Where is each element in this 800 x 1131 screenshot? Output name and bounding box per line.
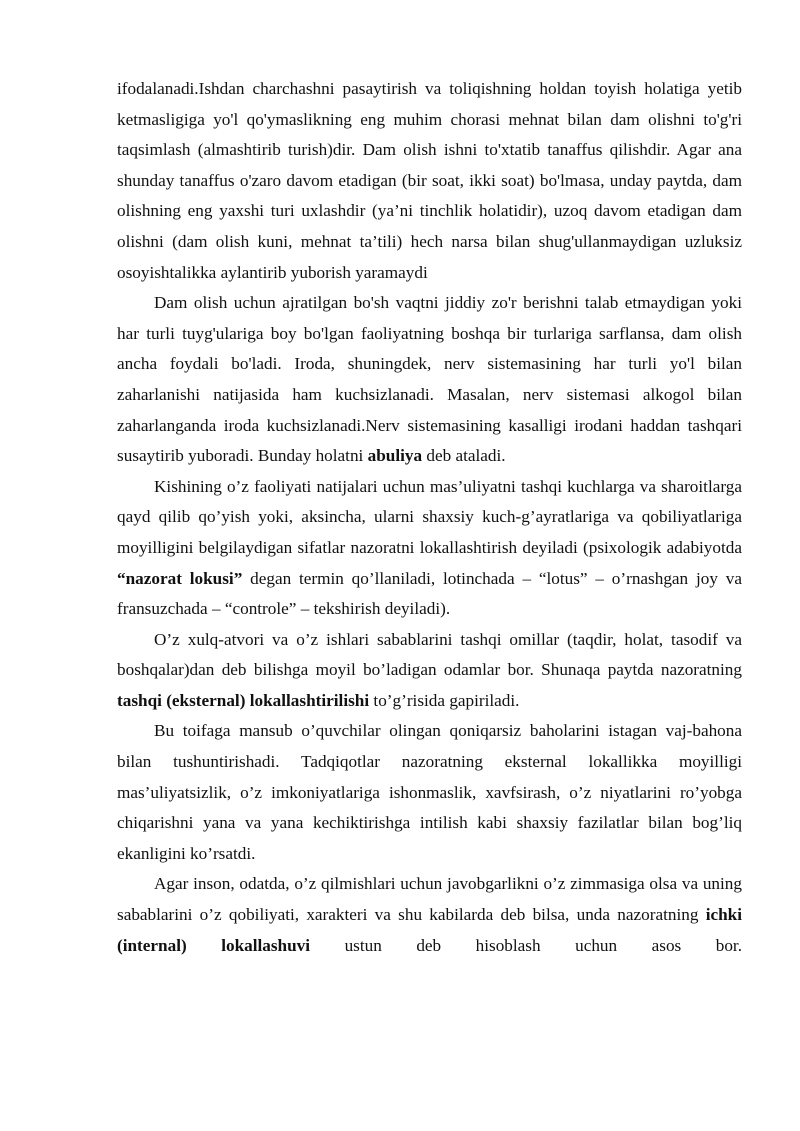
paragraph-6 [117, 869, 742, 961]
paragraph-text: degan termin qo’llaniladi, lotinchada – “lotus” – o’rnashgan joy va fransuzchada – “controle” – tekshirish deyiladi). [117, 568, 742, 619]
bold-term-nazorat-lokusi: “nazorat lokusi” [117, 568, 243, 588]
paragraph-5 [117, 716, 742, 869]
paragraph-text: ifodalanadi.Ishdan charchashni pasaytirish va toliqishning holdan toyish holatiga yetib ketmasligiga yo'l qo'ymaslikning eng muhim chorasi mehnat bilan dam olishni to'g'ri taqsimlash (almashtirib turish)dir. Dam olish ishni to'xtatib tanaffus qilishdir. Agar ana shunday tanaffus o'zaro davom etadigan (bir soat, ikki soat) bo'lmasa, unday paytda, dam olishning eng yaxshi turi uxlashdir (ya’ni tinchlik holatidir), uzoq davom etadigan dam olishni (dam olish kuni, mehnat ta’tili) hech narsa bilan shug'ullanmaydigan uzluksiz osoyishtalikka aylantirib yuborish yaramaydi [117, 79, 742, 282]
paragraph-3 [117, 472, 742, 625]
bold-term-abuliya: abuliya [367, 446, 423, 466]
paragraph-text: deb ataladi. [422, 446, 506, 466]
paragraph-text: ustun deb hisoblash uchun asos bor. [310, 935, 742, 955]
bold-term-tashqi-lokallashtirilishi: tashqi (eksternal) lokallashtirilishi [117, 690, 370, 710]
paragraph-text: O’z xulq-atvori va o’z ishlari sabablarini tashqi omillar (taqdir, holat, tasodif va boshqalar)dan deb bilishga moyil bo’ladigan odamlar bor. Shunaqa paytda nazoratning [117, 629, 742, 680]
document-page [117, 74, 742, 961]
bold-term-ichki-lokallashuvi: ichki (internal) lokallashuvi [117, 905, 742, 955]
paragraph-1 [117, 74, 742, 288]
paragraph-text: to’g’risida gapiriladi. [369, 690, 520, 710]
paragraph-text: Bu toifaga mansub o’quvchilar olingan qoniqarsiz baholarini istagan vaj-bahona bilan tushuntirishadi. Tadqiqotlar nazoratning eksternal lokallikka moyilligi mas’uliyatsizlik, o’z imkoniyatlariga ishonmaslik, xavfsirash, o’z niyatlarini ro’yobga chiqarishni yana va yana kechiktirishga intilish kabi shaxsiy fazilatlar bilan bog’liq ekanligini ko’rsatdi. [117, 721, 742, 863]
paragraph-4 [117, 625, 742, 717]
paragraph-text: Agar inson, odatda, o’z qilmishlari uchun javobgarlikni o’z zimmasiga olsa va uning sabablarini o’z qobiliyati, xarakteri va shu kabilarda deb bilsa, unda nazoratning [117, 874, 742, 925]
paragraph-text: Kishining o’z faoliyati natijalari uchun mas’uliyatni tashqi kuchlarga va sharoitlarga qayd qilib qo’yish yoki, aksincha, ularni shaxsiy kuch-g’ayratlariga va qobiliyatlariga moyilligini belgilaydigan sifatlar nazoratni lokallashtirish deyiladi (psixologik adabiyotda [117, 476, 742, 557]
paragraph-text: Dam olish uchun ajratilgan bo'sh vaqtni jiddiy zo'r berishni talab etmaydigan yoki har turli tuyg'ulariga boy bo'lgan faoliyatning boshqa bir turlariga sarflansa, dam olish ancha foydali bo'ladi. Iroda, shuningdek, nerv sistemasining har turli yo'l bilan zaharlanishi natijasida ham kuchsizlanadi. Masalan, nerv sistemasi alkogol bilan zaharlanganda iroda kuchsizlanadi.Nerv sistemasining kasalligi irodani haddan tashqari susaytirib yuboradi. Bunday holatni [117, 293, 742, 466]
paragraph-2 [117, 288, 742, 472]
